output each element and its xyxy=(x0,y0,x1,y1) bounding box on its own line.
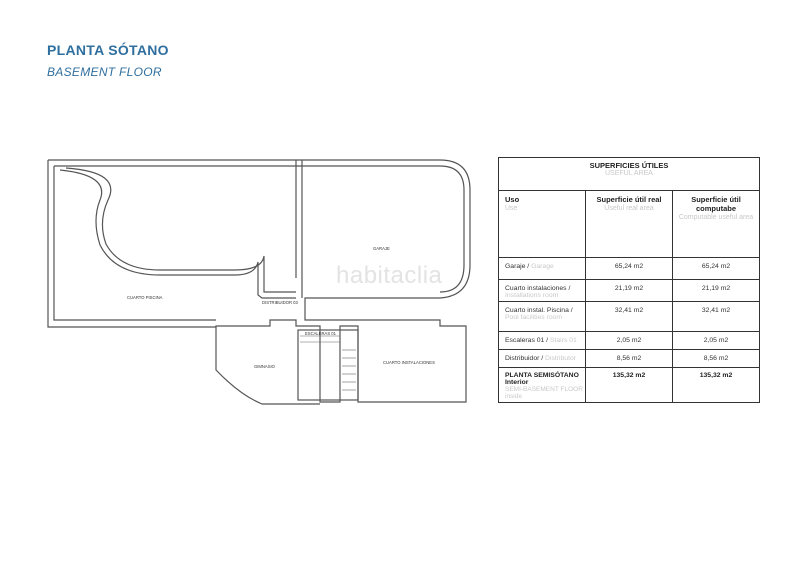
area-table xyxy=(498,157,760,403)
page-subtitle: BASEMENT FLOOR xyxy=(47,65,162,79)
stairs-box xyxy=(298,330,358,400)
page-title: PLANTA SÓTANO xyxy=(47,42,169,58)
room-label-cuarto-piscina: CUARTO PISCINA xyxy=(127,295,163,300)
table-title-en: USEFUL AREA xyxy=(605,170,653,177)
table-row: Cuarto instal. Piscina / Pool facilities room 32,41 m2 32,41 m2 xyxy=(499,302,760,332)
room-label-distribuidor: DISTRIBUIDOR 03 xyxy=(262,300,298,305)
table-row: Cuarto instalaciones / Installations room 21,19 m2 21,19 m2 xyxy=(499,280,760,302)
table-title-cell xyxy=(499,158,760,191)
watermark-logo: habitaclia xyxy=(336,262,443,289)
table-total-row: PLANTA SEMISÓTANO Interior SEMI-BASEMENT FLOOR inside 135,32 m2 135,32 m2 xyxy=(499,368,760,403)
table-row: Distribuidor / Distributor 8,56 m2 8,56 m2 xyxy=(499,350,760,368)
room-label-garaje: GARAJE xyxy=(373,246,390,251)
room-label-escaleras: ESCALERAS 01 xyxy=(305,331,336,336)
room-label-cuarto-instalaciones: CUARTO INSTALACIONES xyxy=(383,360,435,365)
table-row: Escaleras 01 / Stairs 01 2,05 m2 2,05 m2 xyxy=(499,332,760,350)
left-wall xyxy=(48,160,216,327)
inner-wall-1 xyxy=(296,160,302,298)
table-row: Garaje / Garage 65,24 m2 65,24 m2 xyxy=(499,258,760,280)
table-title: SUPERFICIES ÚTILES xyxy=(589,161,669,170)
col-header-real: Superficie útil real Useful real area xyxy=(586,191,673,258)
col-header-comp: Superficie útil computabe Computable useful area xyxy=(673,191,760,258)
room-label-gimnasio: GIMNASIO xyxy=(254,364,275,369)
pool-wall xyxy=(60,170,296,298)
col-header-uso: Uso Use xyxy=(499,191,586,258)
